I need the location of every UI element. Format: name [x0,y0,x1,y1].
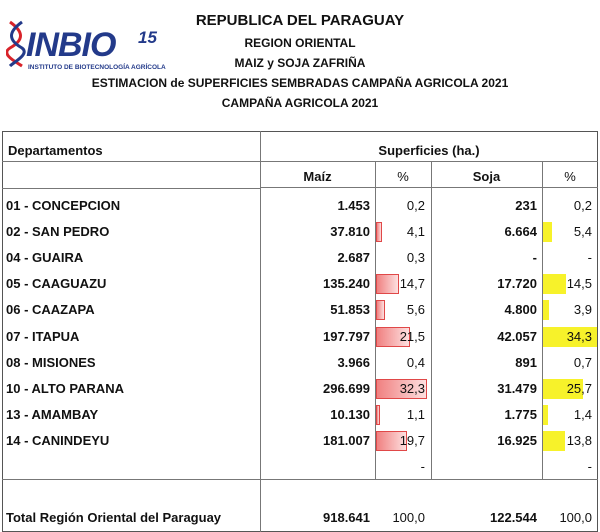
title-campaign: CAMPAÑA AGRICOLA 2021 [221,96,379,110]
soja-pct: 1,4 [573,406,592,422]
department-name: 01 - CONCEPCION [6,198,121,213]
soja-value: 16.925 [497,432,537,448]
title-region: REGION ORIENTAL [244,36,356,50]
maiz-value: 10.130 [330,406,370,422]
soja-value: 17.720 [497,276,537,292]
logo-anniversary-badge: 15 [138,28,157,47]
title-country: REPUBLICA DEL PARAGUAY [195,12,405,29]
maiz-value: 3.966 [337,354,370,370]
department-name: 06 - CAAZAPA [6,302,95,318]
maiz-pct: 1,1 [406,406,425,422]
department-name: 04 - GUAIRA [6,250,84,266]
report-header [0,0,600,120]
header-soja: Soja [472,169,501,184]
surface-table [2,131,598,532]
maiz-pct: 0,2 [406,198,425,213]
maiz-pct: - [420,459,425,474]
title-estimation: ESTIMACION de SUPERFICIES SEMBRADAS CAMPAÑA AGRICOLA 2021 [91,76,509,90]
maiz-pct: 21,5 [399,328,425,344]
soja-value: - [532,250,537,266]
soja-value: 231 [515,198,537,213]
header-departamentos: Departamentos [8,143,103,158]
total-maiz: 918.641 [323,510,370,525]
maiz-value: 296.699 [323,380,370,396]
maiz-value: 2.687 [337,250,370,266]
total-soja-pct: 100,0 [559,510,592,525]
soja-value: 31.479 [497,380,537,396]
maiz-value: 51.853 [330,302,370,318]
header-maiz: Maíz [303,169,332,184]
soja-pct: 13,8 [566,432,592,448]
logo-subtitle: INSTITUTO DE BIOTECNOLOGÍA AGRÍCOLA [28,64,166,71]
soja-pct: 5,4 [573,224,592,240]
department-name: 10 - ALTO PARANA [6,380,124,396]
soja-value: 6.664 [504,224,537,240]
soja-pct: 3,9 [573,302,592,318]
soja-pct: 25,7 [566,380,592,396]
soja-pct: - [587,250,592,266]
department-name: 14 - CANINDEYU [6,432,110,448]
maiz-pct: 14,7 [399,276,425,292]
header-maiz-pct: % [397,169,409,184]
total-soja: 122.544 [490,510,537,525]
soja-pct: 0,7 [573,354,592,370]
maiz-pct: 4,1 [406,224,425,240]
soja-pct: 0,2 [573,198,592,213]
title-crops: MAIZ y SOJA ZAFRIÑA [234,56,366,70]
department-name: 13 - AMAMBAY [6,406,99,422]
logo-text: INBIO [26,26,116,64]
soja-value: 4.800 [504,302,537,318]
maiz-pct: 32,3 [399,380,425,396]
total-maiz-pct: 100,0 [392,510,425,525]
total-label: Total Región Oriental del Paraguay [6,510,222,525]
header-superficies: Superficies (ha.) [378,143,480,158]
maiz-value: 1.453 [337,198,370,213]
department-name: 05 - CAAGUAZU [6,276,107,292]
maiz-pct: 19,7 [399,432,425,448]
soja-pct: 34,3 [566,328,592,344]
maiz-value: 197.797 [323,328,370,344]
department-name: 02 - SAN PEDRO [6,224,110,240]
department-name: 07 - ITAPUA [6,328,80,344]
maiz-pct: 0,4 [406,354,425,370]
maiz-value: 181.007 [323,432,370,448]
maiz-value: 37.810 [330,224,370,240]
maiz-value: 135.240 [323,276,370,292]
soja-value: 42.057 [497,328,537,344]
maiz-pct: 5,6 [406,302,425,318]
soja-pct: - [587,459,592,474]
maiz-pct: 0,3 [406,250,425,266]
soja-value: 1.775 [504,406,537,422]
soja-pct: 14,5 [566,276,592,292]
soja-value: 891 [515,354,537,370]
department-name: 08 - MISIONES [6,354,96,370]
header-soja-pct: % [564,169,576,184]
